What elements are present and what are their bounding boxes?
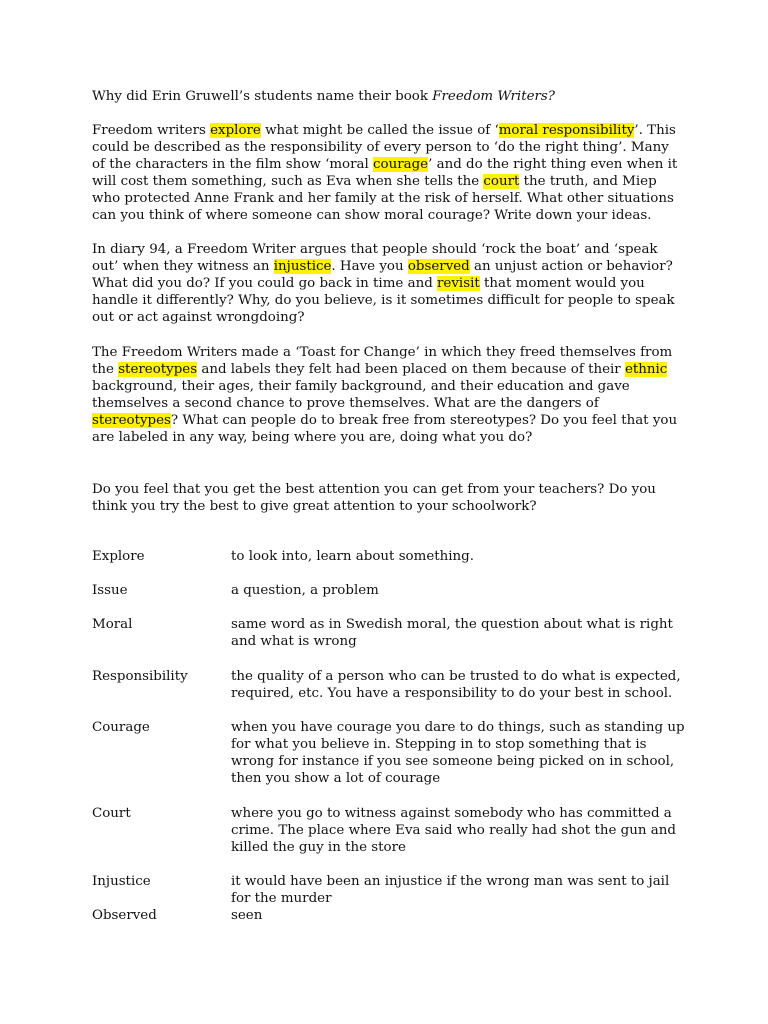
glossary-definition: it would have been an injustice if the wrong man was sent to jail for the murder xyxy=(231,874,670,906)
paragraph-text: the truth, and Miep who protected Anne Frank and her family at the risk of herself. What other situations can you think of where someone can show moral courage? Write down your ideas. xyxy=(92,174,674,223)
glossary-definition: seen xyxy=(231,908,263,923)
paragraph-text: ’. This could be described as the responsibility of every person to ‘do the right thing’. Many of the characters in the film show ‘moral xyxy=(92,123,676,172)
paragraph-text: ’ and do the right thing even when it will cost them something, such as Eva when she tells the xyxy=(92,157,678,189)
highlighted-term: stereotypes xyxy=(118,362,198,377)
highlighted-term: moral responsibility xyxy=(498,123,635,138)
glossary-term: Moral xyxy=(92,617,133,632)
highlighted-term: observed xyxy=(407,259,470,274)
highlighted-term: stereotypes xyxy=(92,413,171,428)
document-title xyxy=(92,88,682,105)
paragraph-moral-courage xyxy=(92,122,682,224)
paragraph-text: In diary 94, a Freedom Writer argues that people should ‘rock the boat’ and ‘speak out’ when they witness an xyxy=(92,242,658,274)
paragraph-text: . Have you xyxy=(331,259,408,274)
glossary-definition: same word as in Swedish moral, the question about what is right and what is wrong xyxy=(231,617,673,649)
glossary-term: Courage xyxy=(92,720,150,735)
glossary-definition: a question, a problem xyxy=(231,583,379,598)
paragraph-text: ? What can people do to break free from stereotypes? Do you feel that you are labeled in any way, being where you are, doing what you do? xyxy=(92,413,678,445)
glossary-definition: to look into, learn about something. xyxy=(231,549,474,564)
paragraph-text: Freedom writers xyxy=(92,123,211,138)
title-italic: Freedom Writers? xyxy=(432,89,555,104)
highlighted-term: court xyxy=(483,174,520,189)
highlighted-term: explore xyxy=(210,123,261,138)
glossary-term: Observed xyxy=(92,908,157,923)
paragraph-text: The Freedom Writers made a ‘Toast for Change’ in which they freed themselves from the xyxy=(92,345,673,377)
glossary-definition: the quality of a person who can be trusted to do what is expected, required, etc. You have a responsibility to do your best in school. xyxy=(231,669,681,701)
paragraph-text: background, their ages, their family background, and their education and gave themselves a second chance to prove themselves. What are the dangers of xyxy=(92,379,630,411)
paragraph-injustice xyxy=(92,241,682,326)
glossary-term: Explore xyxy=(92,549,145,564)
glossary-term: Responsibility xyxy=(92,669,188,684)
title-text: Why did Erin Gruwell’s students name their book xyxy=(92,89,433,104)
highlighted-term: courage xyxy=(373,157,429,172)
glossary-term: Injustice xyxy=(92,874,151,889)
paragraph-text: what might be called the issue of ‘ xyxy=(260,123,499,138)
highlighted-term: ethnic xyxy=(624,362,668,377)
highlighted-term: revisit xyxy=(437,276,480,291)
highlighted-term: injustice xyxy=(273,259,332,274)
glossary-term: Court xyxy=(92,806,131,821)
paragraph-text: and labels they felt had been placed on them because of their xyxy=(197,362,625,377)
paragraph-text: Do you feel that you get the best attention you can get from your teachers? Do you think you try the best to give great attention to your schoolwork? xyxy=(92,482,656,514)
paragraph-attention xyxy=(92,481,682,515)
glossary-term: Issue xyxy=(92,583,128,598)
paragraph-text: that moment would you handle it differently? Why, do you believe, is it sometimes difficult for people to speak out or act against wrongdoing? xyxy=(92,276,675,325)
paragraph-text: an unjust action or behavior? What did you do? If you could go back in time and xyxy=(92,259,673,291)
glossary-definition: where you go to witness against somebody who has committed a crime. The place where Eva said who really had shot the gun and killed the guy in the store xyxy=(231,806,676,855)
glossary-definition: when you have courage you dare to do things, such as standing up for what you believe in. Stepping in to stop something that is wrong for instance if you see someone being picked on in school, then you show a lot of courage xyxy=(231,720,685,786)
paragraph-stereotypes xyxy=(92,344,682,446)
